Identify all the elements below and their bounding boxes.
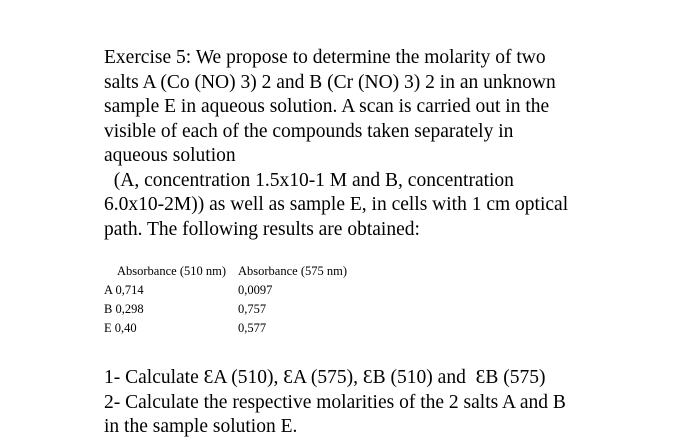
question-2-continued: in the sample solution E. (104, 416, 298, 437)
statement-line-4: visible of each of the compounds taken separately in (104, 120, 514, 142)
row-a-value: 0,0097 (238, 283, 273, 297)
row-b-value: 0,757 (238, 302, 267, 316)
statement-line-8: path. The following results are obtained: (104, 218, 420, 240)
exercise-statement (104, 46, 664, 242)
row-a-label: A 0,714 (104, 283, 144, 297)
exercise-questions (104, 366, 684, 440)
header-575nm: Absorbance (575 nm) (238, 264, 347, 278)
statement-line-3: sample E in aqueous solution. A scan is carried out in the (104, 96, 550, 117)
statement-line-1: Exercise 5: We propose to determine the molarity of two (104, 47, 546, 68)
statement-line-2: salts A (Co (NO) 3) 2 and B (Cr (NO) 3) 2 in an unknown (104, 71, 556, 93)
row-b-label: B 0,298 (104, 302, 144, 316)
row-e-value: 0,577 (238, 321, 267, 335)
row-e-label: E 0,40 (104, 321, 137, 335)
statement-line-6: (A, concentration 1.5x10-1 M and B, concentration (104, 169, 514, 191)
statement-line-7: 6.0x10-2M)) as well as sample E, in cells with 1 cm optical (104, 194, 569, 215)
question-1: 1- Calculate ƐA (510), ƐA (575), ƐB (510) and ƐB (575) (104, 367, 546, 388)
question-2: 2- Calculate the respective molarities of the 2 salts A and B (104, 391, 566, 413)
statement-line-5: aqueous solution (104, 145, 236, 166)
header-510nm: Absorbance (510 nm) (117, 264, 226, 278)
